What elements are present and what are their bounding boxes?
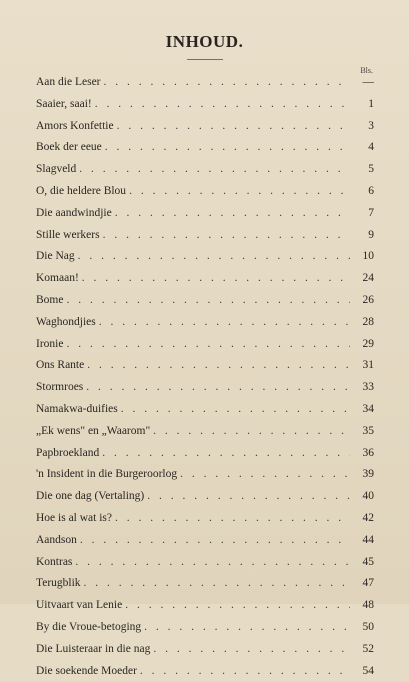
toc-entry	[36, 137, 374, 159]
toc-entry-title: Ironie	[36, 337, 64, 350]
toc-entry-title: Aandson	[36, 533, 77, 546]
toc-entry	[36, 617, 374, 639]
dot-leader	[103, 225, 350, 247]
toc-entry-title: Ons Rante	[36, 359, 85, 372]
toc-entry	[36, 552, 374, 574]
toc-entry	[36, 486, 374, 508]
page-title: INHOUD.	[165, 32, 244, 51]
toc-entry-title: Kontras	[36, 555, 73, 568]
dot-leader	[84, 573, 350, 595]
toc-entry	[36, 595, 374, 617]
toc-entry	[36, 573, 374, 595]
toc-entry-page: 52	[362, 642, 374, 655]
dot-leader	[78, 246, 350, 268]
dot-leader	[66, 290, 350, 312]
toc-entry-page: 48	[362, 599, 374, 612]
dot-leader	[99, 312, 350, 334]
toc-entry-page: 6	[368, 184, 374, 197]
toc-entry	[36, 203, 374, 225]
toc-entry	[36, 246, 374, 268]
toc-entry	[36, 530, 374, 552]
toc-entry-page: 1	[368, 97, 374, 110]
toc-entry-page: 42	[362, 511, 374, 524]
toc-entry-page: 45	[362, 555, 374, 568]
toc-entry-title: Bome	[36, 293, 64, 306]
toc-entry-title: O, die heldere Blou	[36, 184, 127, 197]
dot-leader	[82, 268, 350, 290]
toc-entry-page: 33	[362, 381, 374, 394]
toc-entry-title: Terugblik	[36, 577, 81, 590]
toc-entry	[36, 181, 374, 203]
toc-entry-title: Aan die Leser	[36, 76, 101, 88]
toc-entry-page: 36	[362, 446, 374, 459]
dot-leader	[86, 377, 350, 399]
toc-entry	[36, 355, 374, 377]
toc-entry-title: Stormroes	[36, 381, 84, 394]
toc-entry-page: 24	[362, 272, 374, 285]
toc-entry	[36, 116, 374, 138]
toc-entry-title: „Ek wens" en „Waarom"	[36, 424, 151, 437]
toc-entry-page: 29	[362, 337, 374, 350]
toc-entry-title: Die soekende Moeder	[36, 664, 137, 677]
toc-entry	[36, 94, 374, 116]
toc-entry-title: Papbroekland	[36, 446, 100, 459]
toc-entry	[36, 661, 374, 682]
title-underline	[187, 59, 223, 60]
toc-entry	[36, 268, 374, 290]
toc-entry-page: 10	[362, 250, 374, 263]
toc-entry-page: 26	[362, 293, 374, 306]
toc-entry	[36, 639, 374, 661]
toc-entry-title: Boek der eeue	[36, 141, 102, 154]
toc-entry	[36, 464, 374, 486]
dot-leader	[80, 530, 350, 552]
toc-entry-title: Die Nag	[36, 250, 75, 263]
toc-entry	[36, 290, 374, 312]
dot-leader	[87, 355, 350, 377]
toc-entry-title: Amors Konfettie	[36, 119, 114, 132]
dot-leader	[79, 159, 350, 181]
toc-entry-page: 39	[362, 468, 374, 481]
dot-leader	[115, 203, 350, 225]
dot-leader	[66, 334, 350, 356]
toc-entry	[36, 334, 374, 356]
page-column-header: Bls.	[360, 66, 373, 75]
toc-entry-page: 44	[362, 533, 374, 546]
dot-leader	[117, 116, 350, 138]
toc-entry-title: Die aandwindjie	[36, 206, 112, 219]
dot-leader	[153, 421, 350, 443]
toc-entry	[36, 225, 374, 247]
toc-entry-page: 9	[368, 228, 374, 241]
toc-entry-title: Namakwa-duifies	[36, 402, 118, 415]
dot-leader	[129, 181, 350, 203]
toc-entry-title: Slagveld	[36, 163, 77, 176]
toc-entry-page: 34	[362, 402, 374, 415]
toc-entry-title: Die one dag (Vertaling)	[36, 490, 145, 503]
toc-entry	[36, 443, 374, 465]
toc-entry	[36, 399, 374, 421]
dot-leader	[153, 639, 350, 661]
toc-entry-title: Saaier, saai!	[36, 97, 92, 110]
dot-leader	[104, 72, 351, 94]
dot-leader	[121, 399, 350, 421]
toc-entry	[36, 312, 374, 334]
table-of-contents	[36, 72, 374, 682]
toc-entry-page: 40	[362, 490, 374, 503]
toc-entry-page: 4	[368, 141, 374, 154]
toc-entry-title: Uitvaart van Lenie	[36, 599, 123, 612]
toc-entry-title: Waghondjies	[36, 315, 96, 328]
toc-entry-title: Komaan!	[36, 272, 79, 285]
toc-entry-title: By die Vroue-betoging	[36, 620, 142, 633]
dot-leader	[115, 508, 350, 530]
toc-entry-title: Die Luisteraar in die nag	[36, 642, 151, 655]
dot-leader	[125, 595, 350, 617]
toc-entry-title: 'n Insident in die Burgeroorlog	[36, 468, 178, 481]
dot-leader	[105, 137, 350, 159]
dot-leader	[95, 94, 350, 116]
toc-entry-page: 54	[362, 664, 374, 677]
toc-entry	[36, 508, 374, 530]
toc-entry-page: 47	[362, 577, 374, 590]
toc-entry-page: —	[362, 76, 374, 88]
toc-entry	[36, 72, 374, 94]
toc-entry-page: 28	[362, 315, 374, 328]
toc-entry-title: Hoe is al wat is?	[36, 511, 113, 524]
dot-leader	[147, 486, 350, 508]
toc-entry	[36, 421, 374, 443]
toc-entry-page: 5	[368, 163, 374, 176]
dot-leader	[140, 661, 350, 682]
toc-entry-page: 35	[362, 424, 374, 437]
toc-entry-page: 3	[368, 119, 374, 132]
dot-leader	[180, 464, 350, 486]
toc-entry-page: 50	[362, 620, 374, 633]
toc-entry-page: 7	[368, 206, 374, 219]
toc-entry-title: Stille werkers	[36, 228, 100, 241]
toc-entry-page: 31	[362, 359, 374, 372]
dot-leader	[75, 552, 350, 574]
dot-leader	[144, 617, 350, 639]
toc-entry	[36, 377, 374, 399]
dot-leader	[102, 443, 350, 465]
toc-entry	[36, 159, 374, 181]
